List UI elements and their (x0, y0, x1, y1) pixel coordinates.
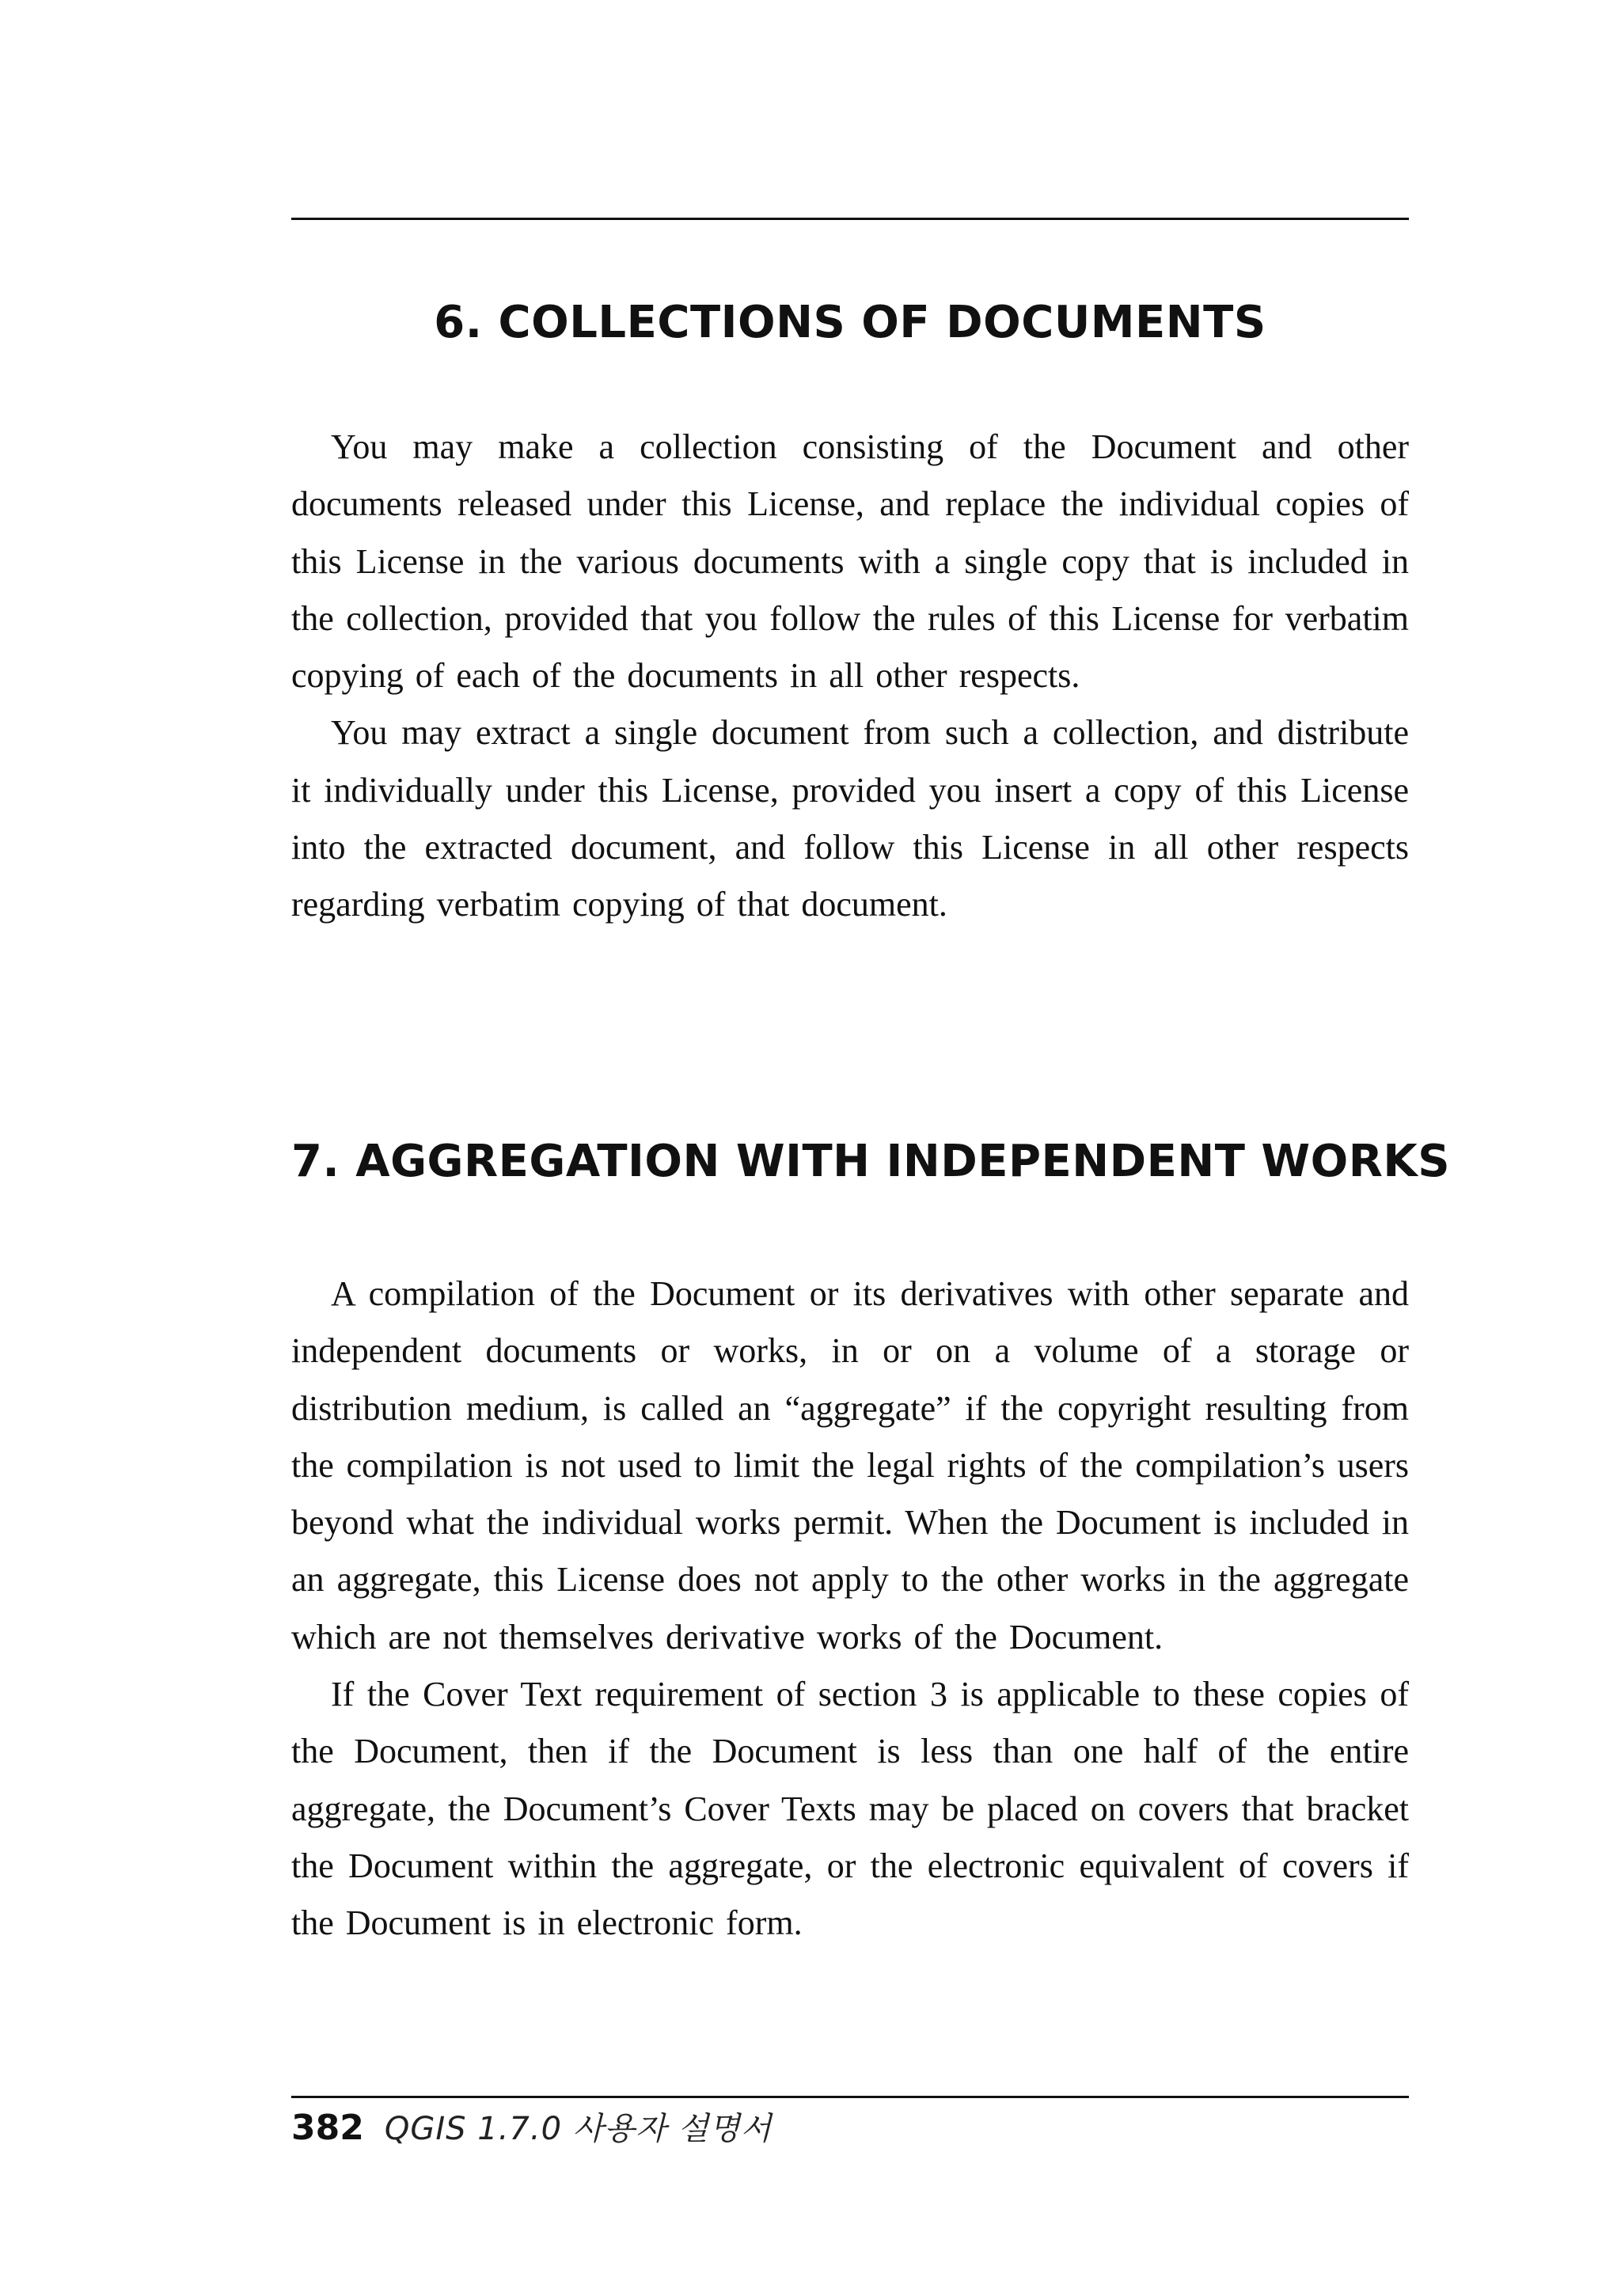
section-7-heading: 7. AGGREGATION WITH INDEPENDENT WORKS (291, 1136, 1451, 1187)
header-rule (291, 218, 1409, 220)
section-6-paragraph-2: You may extract a single document from such a collection, and distribute it individually under this License, provided you insert a copy of this License into the extracted document, and follow this License in all other respects regarding verbatim copying of that document. (291, 713, 1409, 924)
section-7-body (291, 1266, 1409, 1953)
section-7-paragraph-1: A compilation of the Document or its derivatives with other separate and independent documents or works, in or on a volume of a storage or distribution medium, is called an “aggregate” if the copyright resulting from the compilation is not used to limit the legal rights of the compilation’s users beyond what the individual works permit. When the Document is included in an aggregate, this License does not apply to the other works in the aggregate which are not themselves derivative works of the Document. (291, 1274, 1409, 1657)
section-6-body (291, 419, 1409, 934)
footer-rule (291, 2096, 1409, 2098)
running-title: QGIS 1.7.0 사용자 설명서 (384, 2111, 773, 2147)
section-7-paragraph-2: If the Cover Text requirement of section 3 is applicable to these copies of the Document, then if the Document is less than one half of the entire aggregate, the Document’s Cover Texts may be placed on covers that bracket the Document within the aggregate, or the electronic equivalent of covers if the Document is in electronic form. (291, 1675, 1409, 1943)
page-number: 382 (291, 2108, 364, 2148)
page-footer (291, 2104, 772, 2159)
section-6-heading: 6. COLLECTIONS OF DOCUMENTS (434, 297, 1266, 348)
section-6-paragraph-1: You may make a collection consisting of the Document and other documents released under this License, and replace the individual copies of this License in the various documents with a single copy that is included in the collection, provided that you follow the rules of this License for verbatim copying of each of the documents in all other respects. (291, 427, 1409, 696)
